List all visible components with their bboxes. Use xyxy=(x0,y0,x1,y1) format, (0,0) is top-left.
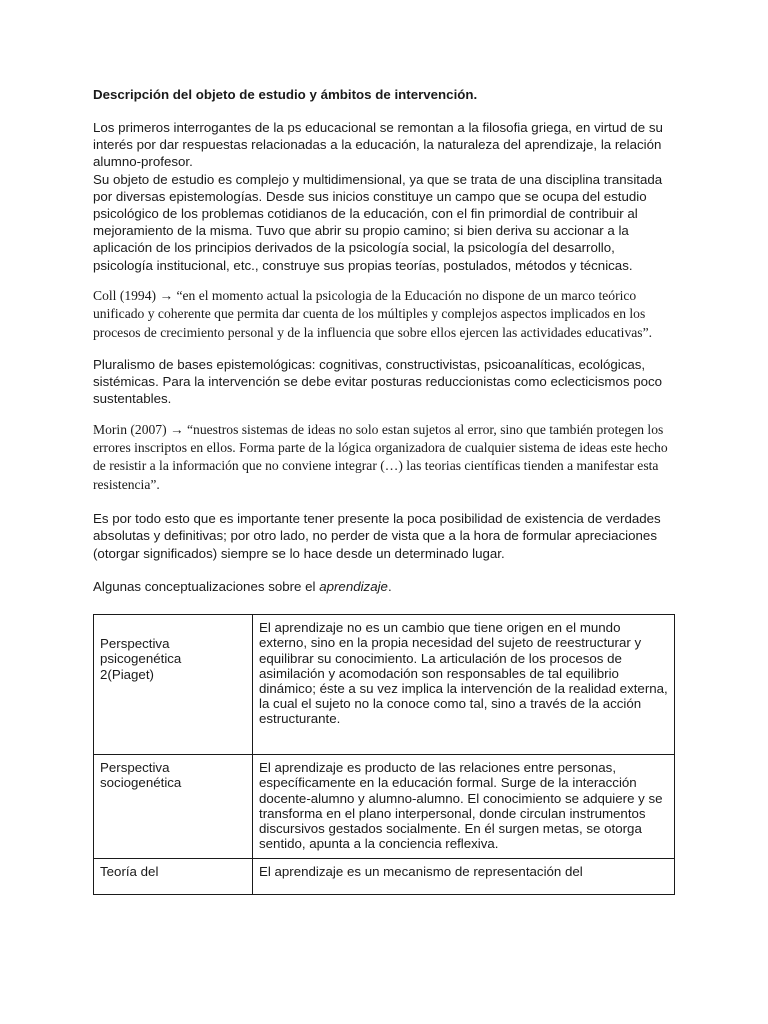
paragraph-origins: Los primeros interrogantes de la ps educacional se remontan a la filosofia griega, en virtud de su interés por dar respuestas relacionadas a la educación, la naturaleza del aprendizaje, la relación alumno-profesor. xyxy=(93,120,663,170)
paragraph-absolute-truths: Es por todo esto que es importante tener presente la poca posibilidad de existencia de verdades absolutas y definitivas; por otro lado, no perder de vista que a la hora de formular apreciaciones (otorgar significados) siempre se lo hace desde un determinado lugar. xyxy=(93,511,661,561)
table-row xyxy=(94,755,675,859)
perspective-cell xyxy=(94,755,253,859)
perspective-line: Perspectiva xyxy=(100,760,170,776)
perspective-line: Teoría del xyxy=(100,864,159,880)
perspective-line: psicogenética xyxy=(100,651,182,667)
perspective-cell xyxy=(94,615,253,755)
paragraph-pluralism: Pluralismo de bases epistemológicas: cognitivas, constructivistas, psicoanalíticas, ecológicas, sistémicas. Para la intervención se debe evitar posturas reduccionistas como eclecticismos poco sustentables. xyxy=(93,357,663,407)
table-row xyxy=(94,859,675,895)
quote-coll: Coll (1994) → “en el momento actual la psicologia de la Educación no dispone de un marco teórico unificado y coherente que permita dar cuenta de los múltiples y complejos aspectos implicados en los procesos de crecimiento personal y de la influencia que sobre ellos ejercen las actividades educativas”. xyxy=(93,287,652,340)
description-cell: El aprendizaje no es un cambio que tiene origen en el mundo externo, sino en la propia necesidad del sujeto de reestructurar y equilibrar su conocimiento. La articulación de los procesos de asimilación y acomodación son responsables de tal equilibrio dinámico; éste a su vez implica la intervención de la realidad externa, la cual el sujeto no la conoce como tal, sino a través de la acción estructurante. xyxy=(253,615,675,755)
paragraph-object-of-study: Su objeto de estudio es complejo y multidimensional, ya que se trata de una disciplina transitada por diversas epistemologías. Desde sus inicios constituye un campo que se ocupa del estudio psicológico de los problemas cotidianos de la educación, con el fin primordial de contribuir al mejoramiento de la misma. Tuvo que abrir su propio camino; si bien deriva su accionar a la aplicación de los principios derivados de la psicología social, la psicología del desarrollo, psicología institucional, etc., construye sus propias teorías, postulados, métodos y técnicas. xyxy=(93,171,663,273)
conceptualizations-emphasis: aprendizaje xyxy=(319,578,388,594)
perspective-line: sociogenética xyxy=(100,775,182,791)
learning-perspectives-table xyxy=(93,614,675,895)
perspective-cell xyxy=(94,859,253,895)
conceptualizations-lead: Algunas conceptualizaciones sobre el xyxy=(93,578,320,594)
quote-morin: Morin (2007) → “nuestros sistemas de ideas no solo estan sujetos al error, sino que también protegen los errores inscriptos en ellos. Forma parte de la lógica organizadora de cualquier sistema de ideas este hecho de resistir a la información que no conviene integrar (…) las teorias científicas tienden a manifestar esta resistencia”. xyxy=(93,421,668,492)
perspective-line: 2(Piaget) xyxy=(100,666,154,682)
conceptualizations-tail: . xyxy=(387,578,392,594)
description-cell: El aprendizaje es producto de las relaciones entre personas, específicamente en la educación formal. Surge de la interacción docente-alumno y alumno-alumno. El conocimiento se adquiere y se transforma en el plano interpersonal, donde circulan instrumentos discursivos gestados socialmente. En él surgen metas, se otorga sentido, apunta a la conciencia reflexiva. xyxy=(253,755,675,859)
paragraph-conceptualizations xyxy=(93,578,675,595)
perspective-line: Perspectiva xyxy=(100,636,170,652)
table-row xyxy=(94,615,675,755)
description-cell: El aprendizaje es un mecanismo de representación del xyxy=(253,859,675,895)
section-heading: Descripción del objeto de estudio y ámbitos de intervención. xyxy=(93,87,478,102)
